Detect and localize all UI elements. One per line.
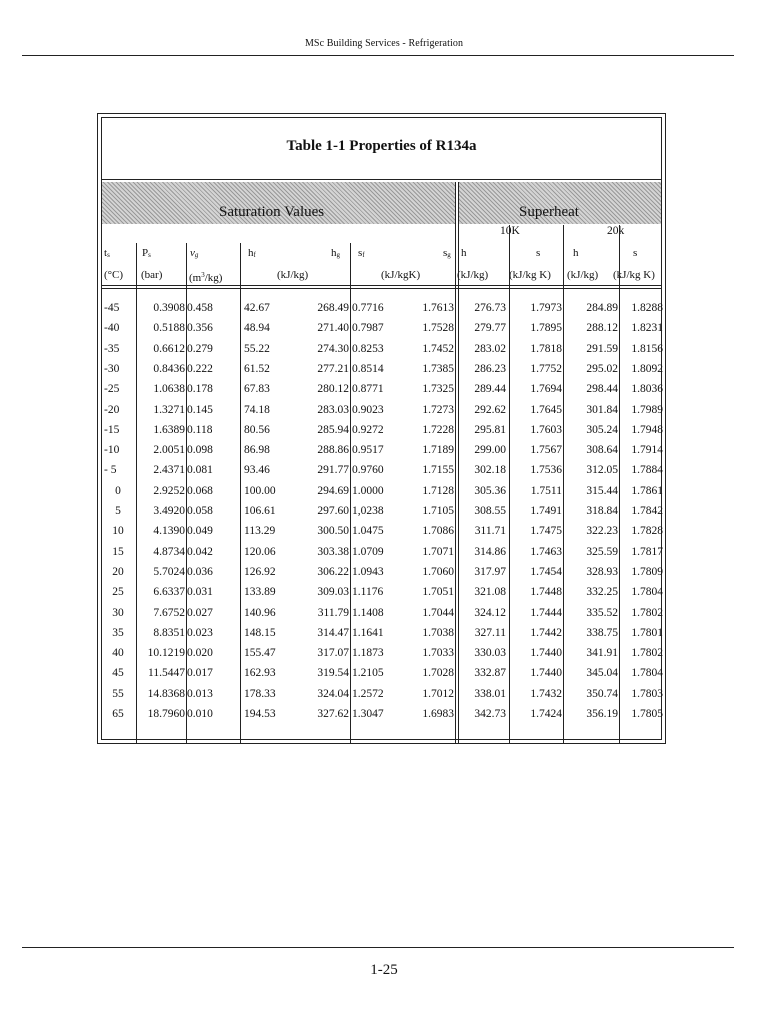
- column-separator: [136, 243, 137, 743]
- cell-h10k: 324.12: [474, 606, 506, 619]
- cell-h10k: 311.71: [474, 525, 506, 538]
- cell-sf: 1.1408: [352, 606, 384, 619]
- cell-sf: 1.1176: [352, 586, 384, 599]
- cell-h20k: 312.05: [586, 464, 618, 477]
- cell-h20k: 318.84: [586, 505, 618, 517]
- cell-sf: 0.9760: [352, 464, 384, 477]
- cell-sg: 1.7385: [422, 362, 454, 375]
- table-title: Table 1-1 Properties of R134a: [286, 138, 477, 154]
- column-separator: [509, 225, 510, 743]
- unit-s20: (kJ/kg K): [613, 269, 655, 281]
- cell-hf: 133.89: [244, 586, 276, 599]
- cell-hf: 106.61: [244, 505, 276, 517]
- cell-h10k: 317.97: [474, 565, 506, 578]
- cell-hg: 294.69: [317, 484, 349, 497]
- cell-sg: 1.7128: [422, 484, 454, 497]
- cell-hf: 67.83: [244, 383, 270, 396]
- cell-hg: 283.03: [317, 403, 349, 416]
- cell-ps: 4.1390: [153, 525, 185, 538]
- cell-ps: 7.6752: [153, 606, 185, 619]
- cell-sf: 0.7987: [352, 322, 384, 335]
- cell-hg: 327.62: [317, 708, 349, 720]
- cell-hg: 300.50: [317, 525, 349, 538]
- unit-s10: (kJ/kg K): [509, 269, 551, 281]
- cell-h10k: 314.86: [474, 545, 506, 558]
- cell-hf: 42.67: [244, 302, 270, 314]
- cell-vg: 0.036: [187, 565, 213, 578]
- cell-h20k: 335.52: [586, 606, 618, 619]
- cell-sf: 0.9517: [352, 444, 384, 457]
- cell-s10k: 1.7645: [530, 403, 562, 416]
- cell-s10k: 1.7694: [530, 383, 562, 396]
- cell-s20k: 1.7802: [631, 606, 663, 619]
- cell-s10k: 1.7440: [530, 667, 562, 680]
- cell-vg: 0.023: [187, 626, 213, 639]
- cell-ts: -45: [104, 302, 120, 314]
- cell-ps: 4.8734: [153, 545, 185, 558]
- cell-s20k: 1.7801: [631, 626, 663, 639]
- cell-sg: 1.7071: [422, 545, 454, 558]
- cell-sg: 1.6983: [422, 708, 454, 720]
- cell-s20k: 1.7828: [631, 525, 663, 538]
- cell-s10k: 1.7454: [530, 565, 562, 578]
- cell-vg: 0.027: [187, 606, 213, 619]
- cell-vg: 0.017: [187, 667, 213, 680]
- cell-sg: 1.7452: [422, 342, 454, 355]
- cell-ps: 14.8368: [147, 687, 185, 700]
- cell-s10k: 1.7442: [530, 626, 562, 639]
- cell-s10k: 1.7973: [530, 302, 562, 314]
- cell-hf: 140.96: [244, 606, 276, 619]
- cell-hg: 297.60: [317, 505, 349, 517]
- cell-hf: 155.47: [244, 647, 276, 660]
- cell-ps: 2.9252: [153, 484, 185, 497]
- cell-sg: 1.7038: [422, 626, 454, 639]
- column-separator: [563, 225, 564, 743]
- cell-s10k: 1.7567: [530, 444, 562, 457]
- cell-sg: 1.7528: [422, 322, 454, 335]
- cell-h20k: 338.75: [586, 626, 618, 639]
- cell-s10k: 1.7440: [530, 647, 562, 660]
- cell-s10k: 1.7511: [530, 484, 562, 497]
- cell-hf: 178.33: [244, 687, 276, 700]
- cell-hf: 113.29: [244, 525, 276, 538]
- cell-vg: 0.145: [187, 403, 213, 416]
- cell-ts: -40: [104, 322, 120, 335]
- cell-vg: 0.178: [187, 383, 213, 396]
- cell-s20k: 1.7805: [631, 708, 663, 720]
- cell-hg: 317.07: [317, 647, 349, 660]
- cell-ts: -25: [104, 383, 120, 396]
- superheat-20k-label: 20k: [607, 225, 625, 237]
- cell-hg: 314.47: [317, 626, 349, 639]
- column-separator: [458, 182, 459, 743]
- cell-ps: 10.1219: [147, 647, 185, 660]
- unit-h10: (kJ/kg): [457, 269, 489, 281]
- cell-ts: 5: [115, 505, 121, 517]
- cell-h20k: 332.25: [586, 586, 618, 599]
- cell-s10k: 1.7475: [530, 525, 562, 538]
- table-inner-border: [101, 117, 662, 740]
- cell-s20k: 1.7817: [631, 545, 663, 558]
- cell-sg: 1.7028: [422, 667, 454, 680]
- cell-hg: 277.21: [317, 362, 349, 375]
- cell-ts: 15: [112, 545, 124, 558]
- running-header: MSc Building Services - Refrigeration: [304, 38, 464, 49]
- cell-ps: 8.8351: [153, 626, 185, 639]
- cell-vg: 0.118: [187, 423, 213, 436]
- cell-vg: 0.222: [187, 362, 213, 375]
- cell-h20k: 291.59: [586, 342, 618, 355]
- cell-s10k: 1.7752: [530, 362, 562, 375]
- col-sf-symbol: $s_f$: [358, 247, 365, 259]
- cell-vg: 0.058: [187, 505, 213, 517]
- cell-vg: 0.031: [187, 586, 213, 599]
- cell-h10k: 289.44: [474, 383, 506, 396]
- cell-sf: 1.1873: [352, 647, 384, 660]
- cell-ts: 40: [112, 647, 124, 660]
- cell-h10k: 321.08: [474, 586, 506, 599]
- cell-hf: 162.93: [244, 667, 276, 680]
- cell-h10k: 305.36: [474, 484, 506, 497]
- cell-h20k: 356.19: [586, 708, 618, 720]
- cell-sg: 1.7325: [422, 383, 454, 396]
- col-s10-symbol: s: [536, 247, 541, 259]
- cell-h10k: 279.77: [474, 322, 506, 335]
- cell-ts: 25: [112, 586, 124, 599]
- cell-sg: 1.7012: [422, 687, 454, 700]
- cell-vg: 0.098: [187, 444, 213, 457]
- cell-hg: 288.86: [317, 444, 349, 457]
- cell-sg: 1.7613: [422, 302, 454, 314]
- cell-hg: 303.38: [317, 545, 349, 558]
- cell-s10k: 1.7491: [530, 505, 562, 517]
- cell-vg: 0.279: [187, 342, 213, 355]
- cell-sf: 0.8253: [352, 342, 384, 355]
- cell-ps: 1.0638: [153, 383, 185, 396]
- cell-sf: 1.2105: [352, 667, 384, 680]
- cell-h10k: 292.62: [474, 403, 506, 416]
- cell-vg: 0.020: [187, 647, 213, 660]
- col-sg-symbol: $s_g$: [443, 247, 451, 259]
- cell-ts: 30: [112, 606, 124, 619]
- cell-vg: 0.458: [187, 302, 213, 314]
- cell-h20k: 288.12: [586, 322, 618, 335]
- cell-ps: 2.0051: [153, 444, 185, 457]
- cell-ps: 1.3271: [153, 403, 185, 416]
- cell-h10k: 332.87: [474, 667, 506, 680]
- column-separator: [350, 243, 351, 743]
- cell-s20k: 1.7842: [631, 505, 663, 517]
- cell-h20k: 305.24: [586, 423, 618, 436]
- cell-sf: 1,0238: [352, 505, 384, 517]
- cell-h20k: 350.74: [586, 687, 618, 700]
- cell-ts: -35: [104, 342, 120, 355]
- column-separator: [186, 243, 187, 743]
- column-separator: [240, 243, 241, 743]
- superheat-label: Superheat: [519, 204, 579, 220]
- cell-vg: 0.010: [187, 708, 213, 720]
- properties-table: [97, 113, 666, 744]
- unit-s: (kJ/kgK): [381, 269, 421, 281]
- cell-ts: -30: [104, 362, 120, 375]
- cell-h20k: 315.44: [586, 484, 618, 497]
- cell-sg: 1.7086: [422, 525, 454, 538]
- cell-hf: 93.46: [244, 464, 270, 477]
- cell-sf: 0.9023: [352, 403, 384, 416]
- cell-vg: 0.068: [187, 484, 213, 497]
- cell-hg: 285.94: [317, 423, 349, 436]
- cell-ps: 3.4920: [153, 505, 185, 517]
- unit-ps: (bar): [141, 269, 163, 281]
- cell-ts: - 5: [104, 464, 117, 477]
- cell-hf: 61.52: [244, 362, 270, 375]
- cell-h20k: 308.64: [586, 444, 618, 457]
- cell-h20k: 345.04: [586, 667, 618, 680]
- header-rule: [22, 55, 734, 56]
- cell-sf: 1.1641: [352, 626, 384, 639]
- cell-ts: 65: [112, 708, 124, 720]
- cell-sg: 1.7228: [422, 423, 454, 436]
- cell-sg: 1.7060: [422, 565, 454, 578]
- cell-sf: 0.8514: [352, 362, 384, 375]
- cell-hf: 126.92: [244, 565, 276, 578]
- cell-sg: 1.7044: [422, 606, 454, 619]
- cell-ts: 10: [112, 525, 124, 538]
- cell-ts: 35: [112, 626, 124, 639]
- cell-h10k: 302.18: [474, 464, 506, 477]
- cell-sf: 0.7716: [352, 302, 384, 314]
- col-h10-symbol: h: [461, 247, 467, 259]
- cell-h10k: 327.11: [474, 626, 506, 639]
- col-s20-symbol: s: [633, 247, 638, 259]
- cell-s10k: 1.7463: [530, 545, 562, 558]
- cell-hg: 280.12: [317, 383, 349, 396]
- cell-h10k: 276.73: [474, 302, 506, 314]
- unit-vg: $(m^3/kg)$: [189, 271, 223, 284]
- cell-hg: 309.03: [317, 586, 349, 599]
- superheat-10k-label: 10K: [500, 225, 520, 237]
- cell-hf: 120.06: [244, 545, 276, 558]
- cell-hg: 291.77: [317, 464, 349, 477]
- cell-s20k: 1.7809: [631, 565, 663, 578]
- cell-s20k: 1.7804: [631, 586, 663, 599]
- column-separator: [619, 225, 620, 743]
- cell-s20k: 1.8231: [631, 322, 663, 335]
- cell-ps: 0.8436: [153, 362, 185, 375]
- cell-vg: 0.081: [187, 464, 213, 477]
- cell-s20k: 1.7989: [631, 403, 663, 416]
- cell-sf: 0.9272: [352, 423, 384, 436]
- cell-s10k: 1.7895: [530, 322, 562, 335]
- cell-ps: 11.5447: [148, 667, 185, 680]
- cell-h20k: 295.02: [586, 362, 618, 375]
- cell-s10k: 1.7448: [530, 586, 562, 599]
- saturation-values-label: Saturation Values: [219, 204, 325, 220]
- cell-s20k: 1.7884: [631, 464, 663, 477]
- cell-h10k: 286.23: [474, 362, 506, 375]
- cell-ps: 0.3908: [153, 302, 185, 314]
- cell-h10k: 299.00: [474, 444, 506, 457]
- cell-sf: 1.0475: [352, 525, 384, 538]
- cell-hf: 148.15: [244, 626, 276, 639]
- cell-hf: 74.18: [244, 403, 270, 416]
- cell-s20k: 1.7948: [631, 423, 663, 436]
- cell-sg: 1.7051: [422, 586, 454, 599]
- cell-sf: 1.3047: [352, 708, 384, 720]
- cell-sg: 1.7273: [422, 403, 454, 416]
- footer-rule: [22, 947, 734, 948]
- cell-hg: 311.79: [317, 606, 349, 619]
- cell-h10k: 342.73: [474, 708, 506, 720]
- cell-s20k: 1.7861: [631, 484, 663, 497]
- cell-hf: 86.98: [244, 444, 270, 457]
- cell-ts: 0: [115, 484, 121, 497]
- cell-s20k: 1.8036: [631, 383, 663, 396]
- cell-ts: 55: [112, 687, 124, 700]
- cell-hg: 319.54: [317, 667, 349, 680]
- col-hf-symbol: $h_f$: [248, 247, 256, 259]
- cell-hg: 306.22: [317, 565, 349, 578]
- col-vg-symbol: $v_g$: [190, 247, 199, 259]
- cell-sg: 1.7033: [422, 647, 454, 660]
- cell-ts: 20: [112, 565, 124, 578]
- cell-s20k: 1.7803: [631, 687, 663, 700]
- cell-s10k: 1.7603: [530, 423, 562, 436]
- cell-h20k: 328.93: [586, 565, 618, 578]
- cell-ps: 0.5188: [153, 322, 185, 335]
- cell-hf: 194.53: [244, 708, 276, 720]
- cell-vg: 0.013: [187, 687, 213, 700]
- col-h20-symbol: h: [573, 247, 579, 259]
- cell-vg: 0.042: [187, 545, 213, 558]
- cell-h20k: 341.91: [586, 647, 618, 660]
- cell-hf: 55.22: [244, 342, 270, 355]
- column-separator: [455, 182, 456, 743]
- cell-s20k: 1.7914: [631, 444, 663, 457]
- cell-s20k: 1.7804: [631, 667, 663, 680]
- cell-ts: -10: [104, 444, 120, 457]
- col-ps-symbol: $P_s$: [142, 247, 151, 259]
- cell-sf: 1.2572: [352, 687, 384, 700]
- unit-h20: (kJ/kg): [567, 269, 599, 281]
- cell-hg: 271.40: [317, 322, 349, 335]
- cell-s10k: 1.7818: [530, 342, 562, 355]
- cell-sf: 1.0000: [352, 484, 384, 497]
- cell-ps: 0.6612: [153, 342, 185, 355]
- cell-h10k: 338.01: [474, 687, 506, 700]
- unit-ts: (°C): [104, 269, 124, 281]
- cell-h10k: 283.02: [474, 342, 506, 355]
- cell-s10k: 1.7424: [530, 708, 562, 720]
- cell-ts: 45: [112, 667, 124, 680]
- cell-ps: 5.7024: [153, 565, 185, 578]
- cell-h20k: 298.44: [586, 383, 618, 396]
- cell-hf: 100.00: [244, 484, 276, 497]
- cell-s10k: 1.7432: [530, 687, 562, 700]
- cell-s20k: 1.8156: [631, 342, 663, 355]
- unit-h: (kJ/kg): [277, 269, 309, 281]
- cell-vg: 0.356: [187, 322, 213, 335]
- cell-h10k: 330.03: [474, 647, 506, 660]
- cell-hg: 268.49: [317, 302, 349, 314]
- page-number: 1-25: [370, 962, 398, 978]
- cell-vg: 0.049: [187, 525, 213, 538]
- cell-sg: 1.7189: [422, 444, 454, 457]
- cell-s20k: 1.7802: [631, 647, 663, 660]
- cell-hg: 324.04: [317, 687, 349, 700]
- cell-hf: 80.56: [244, 423, 270, 436]
- cell-ps: 6.6337: [153, 586, 185, 599]
- col-ts-symbol: $t_s$: [104, 247, 110, 259]
- cell-h20k: 322.23: [586, 525, 618, 538]
- cell-ps: 1.6389: [153, 423, 185, 436]
- cell-ps: 18.7960: [147, 708, 185, 720]
- cell-h20k: 301.84: [586, 403, 618, 416]
- cell-sf: 1.0709: [352, 545, 384, 558]
- cell-sg: 1.7105: [422, 505, 454, 517]
- cell-h20k: 325.59: [586, 545, 618, 558]
- cell-s10k: 1.7536: [530, 464, 562, 477]
- cell-s10k: 1.7444: [530, 606, 562, 619]
- cell-ts: -20: [104, 403, 120, 416]
- cell-s20k: 1.8092: [631, 362, 663, 375]
- title-rule: [102, 179, 661, 180]
- cell-h10k: 295.81: [474, 423, 506, 436]
- cell-sf: 1.0943: [352, 565, 384, 578]
- cell-hg: 274.30: [317, 342, 349, 355]
- cell-h10k: 308.55: [474, 505, 506, 517]
- col-hg-symbol: $h_g$: [331, 247, 340, 259]
- cell-sg: 1.7155: [422, 464, 454, 477]
- cell-h20k: 284.89: [586, 302, 618, 314]
- cell-hf: 48.94: [244, 322, 270, 335]
- cell-s20k: 1.8288: [631, 302, 663, 314]
- cell-ps: 2.4371: [153, 464, 185, 477]
- cell-ts: -15: [104, 423, 120, 436]
- cell-sf: 0.8771: [352, 383, 384, 396]
